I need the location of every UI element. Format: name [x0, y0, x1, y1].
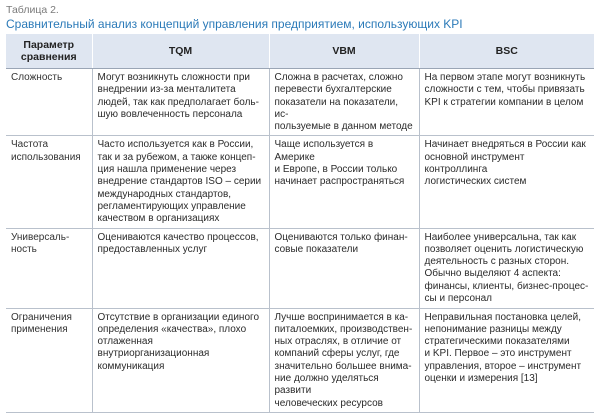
- cell-vbm: Оцениваются только финан- совые показатели: [269, 228, 419, 308]
- cell-bsc: На первом этапе могут возникнуть сложности с тем, чтобы привязать KPI к стратегии компании в целом: [419, 69, 594, 136]
- table-row: [6, 69, 594, 136]
- row-parameter: Ограничения применения: [6, 308, 92, 412]
- table-row: [6, 308, 594, 412]
- header-tqm: TQM: [92, 34, 269, 69]
- cell-vbm: Сложна в расчетах, сложно перевести бухгалтерские показатели на показатели, ис- пользуемые в данном методе: [269, 69, 419, 136]
- cell-tqm: Могут возникнуть сложности при внедрении из-за менталитета людей, так как предполагает боль- шую вовлеченность персонала: [92, 69, 269, 136]
- comparison-table: [6, 34, 594, 413]
- table-header-row: [6, 34, 594, 69]
- row-parameter: Универсаль- ность: [6, 228, 92, 308]
- row-parameter: Сложность: [6, 69, 92, 136]
- row-parameter: Частота использования: [6, 136, 92, 228]
- cell-bsc: Начинает внедряться в России как основной инструмент контроллинга логистических систем: [419, 136, 594, 228]
- table-row: [6, 228, 594, 308]
- cell-tqm: Оцениваются качество процессов, предоставленных услуг: [92, 228, 269, 308]
- header-parameter: Параметр сравнения: [6, 34, 92, 69]
- table-label: Таблица 2.: [6, 4, 59, 16]
- cell-tqm: Часто используется как в России, так и за рубежом, а также концеп- ция нашла применение через внедрение стандартов ISO – серии международных стандартов, регламентирующих управление качеством в организациях: [92, 136, 269, 228]
- header-bsc: BSC: [419, 34, 594, 69]
- table-title: Сравнительный анализ концепций управления предприятием, использующих KPI: [6, 17, 463, 31]
- cell-bsc: Наиболее универсальна, так как позволяет оценить логистическую деятельность с разных сторон. Обычно выделяют 4 аспекта: финансы, клиенты, бизнес-процес- сы и персонал: [419, 228, 594, 308]
- table-row: [6, 136, 594, 228]
- cell-vbm: Чаще используется в Америке и Европе, в России только начинает распространяться: [269, 136, 419, 228]
- cell-bsc: Неправильная постановка целей, непонимание разницы между стратегическими показателями и KPI. Первое – это инструмент управления, второе – инструмент оценки и измерения [13]: [419, 308, 594, 412]
- cell-vbm: Лучше воспринимается в ка- питалоемких, производствен- ных отраслях, в отличие от компаний сферы услуг, где значительно большее внима- ние должно уделяться развити человеческих ресурсов: [269, 308, 419, 412]
- cell-tqm: Отсутствие в организации единого определения «качества», плохо отлаженная внутриорганизационная коммуникация: [92, 308, 269, 412]
- header-vbm: VBM: [269, 34, 419, 69]
